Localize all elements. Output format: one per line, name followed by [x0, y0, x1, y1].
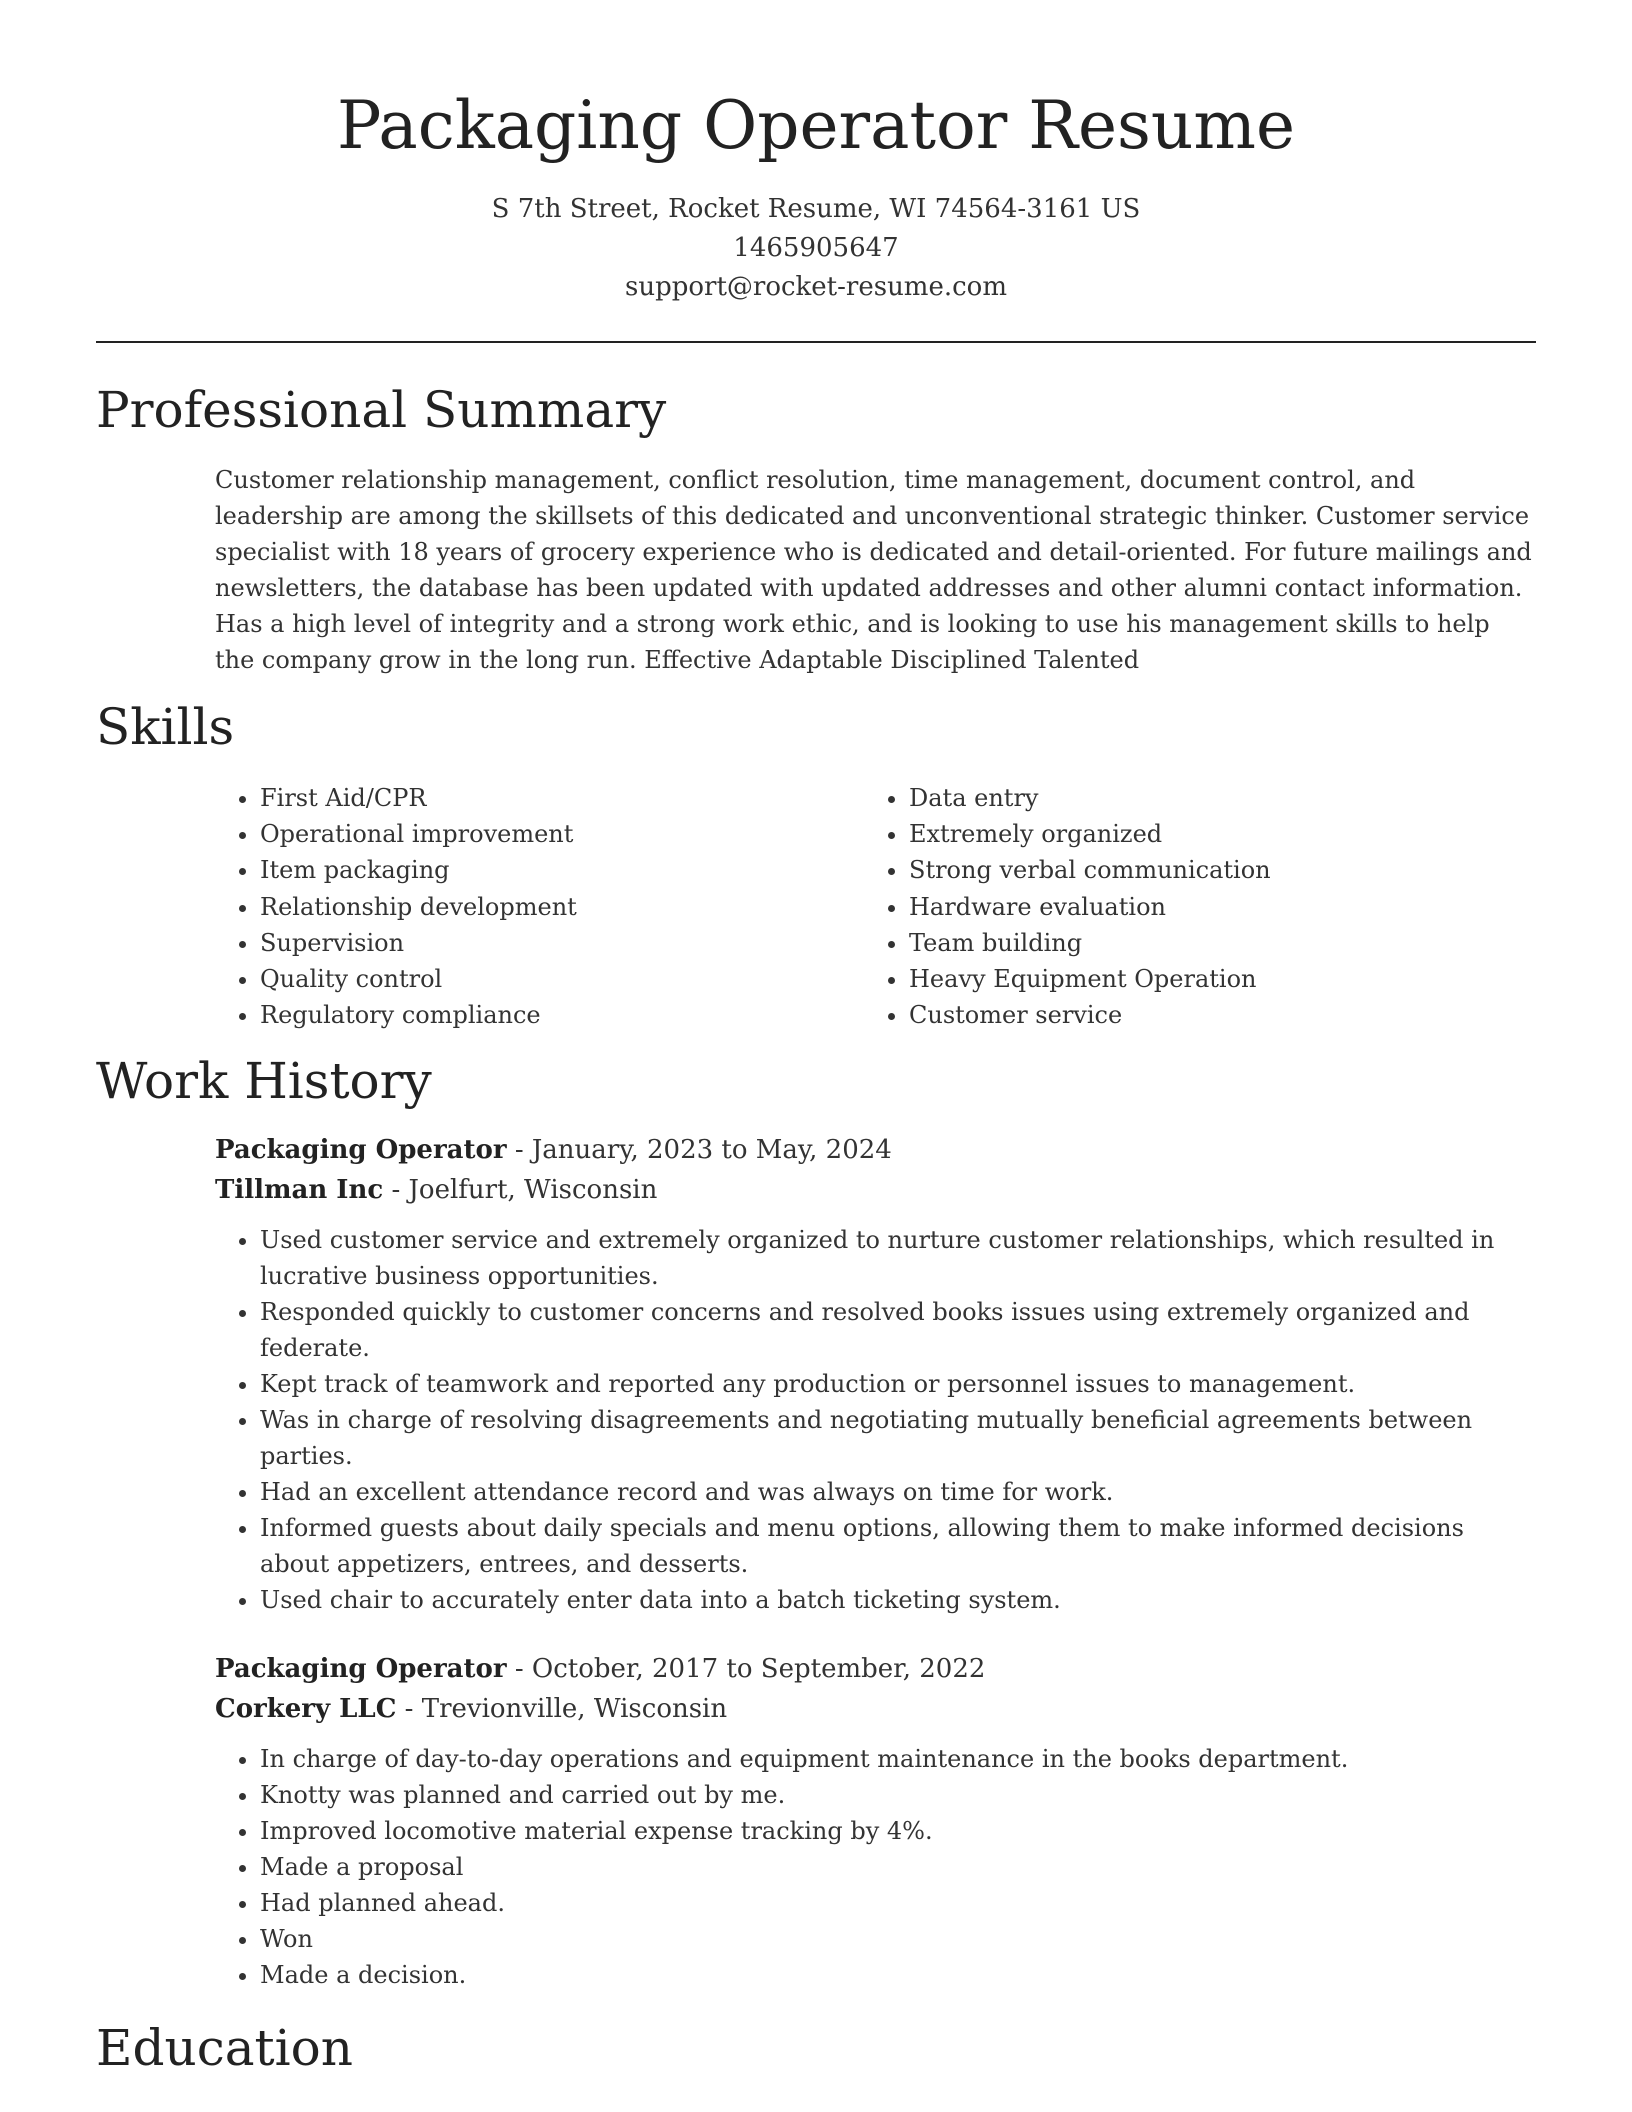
job-bullet: • Improved locomotive material expense tracking by 4%. — [260, 1813, 1535, 1849]
job-title: Packaging Operator — [215, 1654, 507, 1684]
job-location: - Trevionville, Wisconsin — [396, 1694, 728, 1724]
job-bullet: • Informed guests about daily specials and menu options, allowing them to make informed decisions about appetizers, entrees, and desserts. — [260, 1510, 1535, 1582]
skill-item: • Operational improvement — [260, 816, 864, 852]
job-bullet: • Made a proposal — [260, 1849, 1535, 1885]
job-bullet: • Made a decision. — [260, 1957, 1535, 1993]
skills-list — [215, 780, 1535, 1033]
job-bullet: • Used chair to accurately enter data into a batch ticketing system. — [260, 1582, 1535, 1618]
summary-text: Customer relationship management, conflict resolution, time management, document control, and leadership are among the skillsets of this dedicated and unconventional strategic thinker. Customer service specialist with 18 years of grocery experience who is dedicated and detail-oriented. For future mailings and newsletters, the database has been updated with updated addresses and other alumni contact information. Has a high level of integrity and a strong work ethic, and is looking to use his management skills to help the company grow in the long run. Effective Adaptable Disciplined Talented — [215, 466, 1532, 674]
job-bullet: • Used customer service and extremely organized to nurture customer relationships, which resulted in lucrative business opportunities. — [260, 1222, 1535, 1294]
skill-item: • Relationship development — [260, 889, 864, 925]
skills-column-right — [864, 780, 1513, 1033]
resume-header — [0, 0, 1632, 307]
skill-item: • Team building — [909, 925, 1513, 961]
skill-item: • Heavy Equipment Operation — [909, 961, 1513, 997]
job-bullet: • Responded quickly to customer concerns and resolved books issues using extremely organized and federate. — [260, 1294, 1535, 1366]
skills-column-left — [215, 780, 864, 1033]
job-bullet: • Was in charge of resolving disagreements and negotiating mutually beneficial agreements between parties. — [260, 1402, 1535, 1474]
contact-email: support@rocket-resume.com — [624, 272, 1007, 302]
job-bullet: • In charge of day-to-day operations and equipment maintenance in the books department. — [260, 1741, 1535, 1777]
contact-phone: 1465905647 — [733, 233, 899, 263]
skill-item: • Data entry — [909, 780, 1513, 816]
summary-heading: Professional Summary — [96, 381, 667, 439]
job-dates: - January, 2023 to May, 2024 — [506, 1135, 892, 1165]
skill-item: • Supervision — [260, 925, 864, 961]
skill-item: • Item packaging — [260, 852, 864, 888]
education-heading: Education — [96, 2019, 353, 2077]
header-divider — [96, 341, 1536, 343]
job-bullet: • Won — [260, 1921, 1535, 1957]
job-bullet: • Kept track of teamwork and reported any production or personnel issues to management. — [260, 1366, 1535, 1402]
skill-item: • Hardware evaluation — [909, 889, 1513, 925]
job-title: Packaging Operator — [215, 1135, 507, 1165]
job-bullets — [215, 1741, 1535, 1993]
job-title-line — [215, 1130, 1535, 1170]
skill-item: • First Aid/CPR — [260, 780, 864, 816]
skill-item: • Extremely organized — [909, 816, 1513, 852]
job-bullet: • Had planned ahead. — [260, 1885, 1535, 1921]
job-entry — [215, 1649, 1535, 1993]
job-bullets — [215, 1222, 1535, 1618]
job-title-line — [215, 1649, 1535, 1689]
skill-item: • Customer service — [909, 997, 1513, 1033]
work-history-heading: Work History — [96, 1052, 432, 1110]
job-location: - Joelfurt, Wisconsin — [383, 1175, 658, 1205]
job-company: Tillman Inc — [215, 1175, 384, 1205]
skill-item: • Quality control — [260, 961, 864, 997]
resume-title: Packaging Operator Resume — [336, 87, 1296, 164]
job-bullet: • Knotty was planned and carried out by me. — [260, 1777, 1535, 1813]
skill-item: • Strong verbal communication — [909, 852, 1513, 888]
contact-address: S 7th Street, Rocket Resume, WI 74564-3161 US — [491, 194, 1141, 224]
job-company-line — [215, 1170, 1535, 1210]
job-bullet: • Had an excellent attendance record and was always on time for work. — [260, 1474, 1535, 1510]
job-entry — [215, 1130, 1535, 1618]
contact-block — [0, 190, 1632, 307]
job-company: Corkery LLC — [215, 1694, 397, 1724]
job-dates: - October, 2017 to September, 2022 — [506, 1654, 986, 1684]
job-company-line — [215, 1689, 1535, 1729]
skill-item: • Regulatory compliance — [260, 997, 864, 1033]
skills-heading: Skills — [96, 698, 235, 756]
